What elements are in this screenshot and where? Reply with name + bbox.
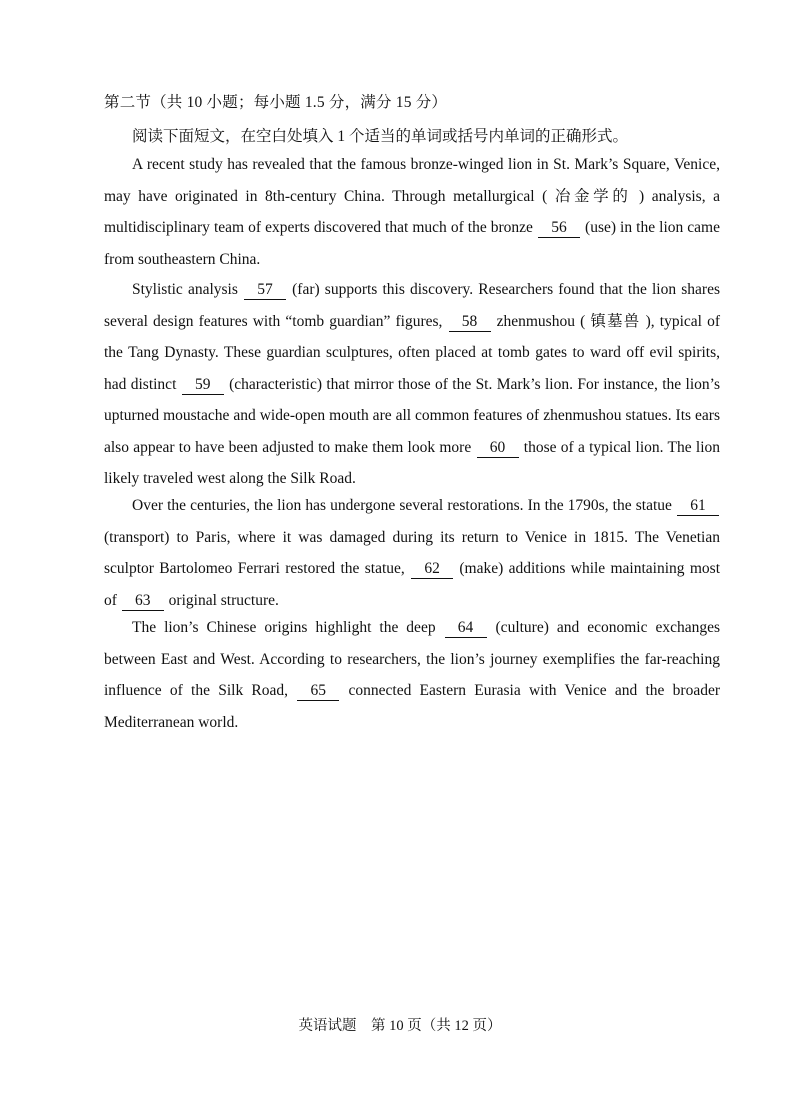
paragraph-text: The lion’s Chinese origins highlight the deep	[132, 619, 444, 636]
section-title: 第二节（共 10 小题；每小题 1.5 分，满分 15 分）	[104, 94, 448, 111]
section-instruction: 阅读下面短文，在空白处填入 1 个适当的单词或括号内单词的正确形式。	[132, 128, 629, 145]
paragraph-text: A recent study has revealed that the famous bronze-winged lion in St. Mark’s Square, Venice, may have originated in 8th-century China. Through metallurgical ( 冶金学的 ) analysis, a multidisciplinary team of experts discovered that much of the bronze	[104, 156, 720, 236]
paragraph-text: (use) in the lion came from southeastern China.	[104, 219, 720, 268]
blank-61: 61	[677, 497, 719, 516]
blank-60: 60	[477, 439, 519, 458]
blank-62: 62	[411, 560, 453, 579]
page-footer: 英语试题 第 10 页（共 12 页）	[298, 1018, 502, 1034]
paragraph-text: original structure.	[164, 591, 279, 609]
passage-paragraph-2	[104, 274, 720, 495]
paragraph-text: those of a typical lion. The lion likely traveled west along the Silk Road.	[104, 438, 720, 487]
paragraph-text: Stylistic analysis	[132, 281, 244, 298]
paragraph-text: (culture) and economic exchanges between East and West. According to researchers, the lion’s journey exemplifies the far-reaching influence of the Silk Road,	[104, 619, 720, 699]
paragraph-text: Over the centuries, the lion has undergone several restorations. In the 1790s, the statue	[132, 497, 676, 514]
blank-65: 65	[297, 682, 339, 701]
blank-59: 59	[182, 376, 224, 395]
paragraph-text: zhenmushou ( 镇墓兽 ), typical of the Tang Dynasty. These guardian sculptures, often placed at tomb gates to ward off evil spirits, had distinct	[104, 312, 720, 393]
paragraph-text: connected Eastern Eurasia with Venice and the broader Mediterranean world.	[104, 682, 721, 731]
paragraph-text: (characteristic) that mirror those of the St. Mark’s lion. For instance, the lion’s upturned moustache and wide-open mouth are all common features of zhenmushou statues. Its ears also appear to have been adjusted to make them look more	[104, 375, 720, 456]
paragraph-text: (make) additions while maintaining most of	[104, 560, 721, 609]
blank-64: 64	[445, 619, 487, 638]
paragraph-text: (transport) to Paris, where it was damaged during its return to Venice in 1815. The Venetian sculptor Bartolomeo Ferrari restored the statue,	[104, 528, 720, 577]
passage-paragraph-3	[104, 490, 720, 616]
passage-paragraph-1	[104, 149, 720, 275]
blank-56: 56	[538, 219, 580, 238]
passage-paragraph-4	[104, 612, 720, 738]
blank-58: 58	[449, 313, 491, 332]
paragraph-text: (far) supports this discovery. Researchers found that the lion shares several design features with “tomb guardian” figures,	[104, 281, 720, 330]
blank-57: 57	[244, 281, 286, 300]
blank-63: 63	[122, 592, 164, 611]
